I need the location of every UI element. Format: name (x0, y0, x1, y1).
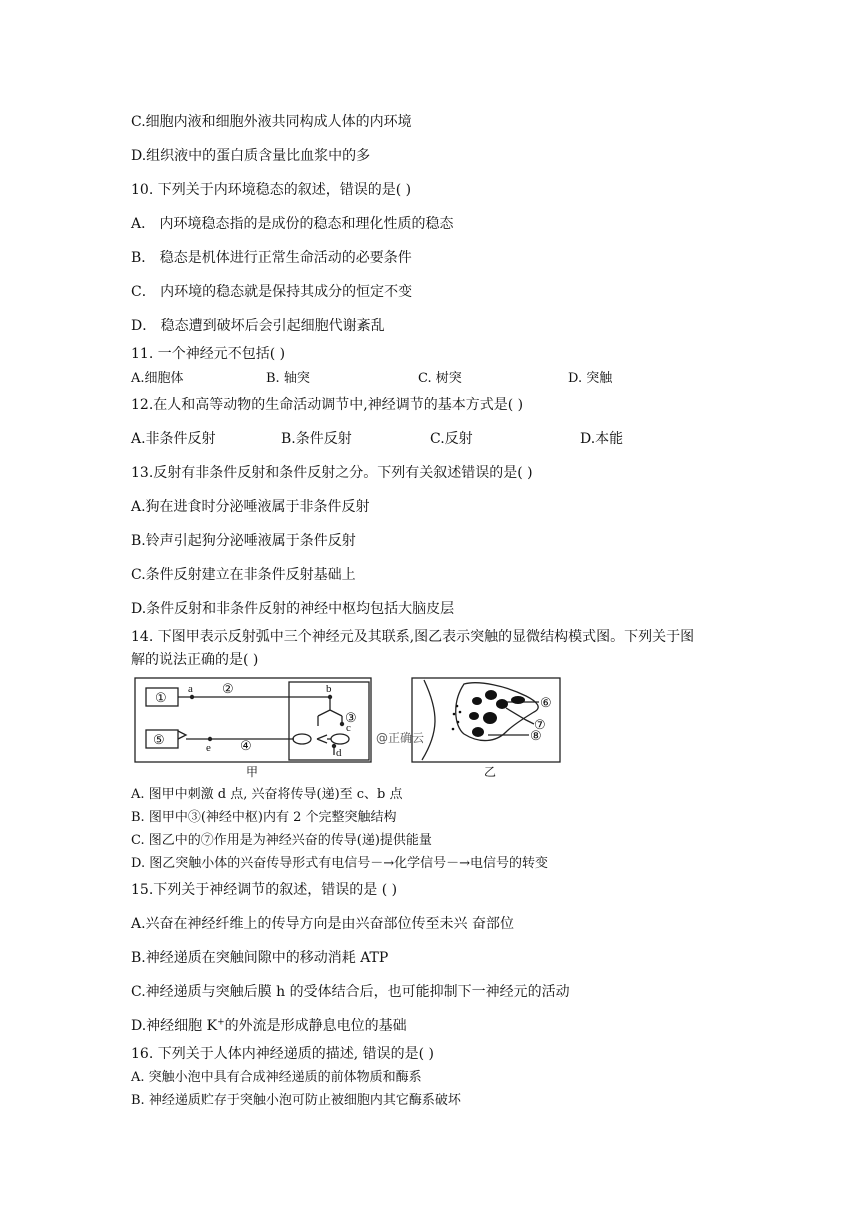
synaptic-knob (456, 683, 538, 741)
option-b-q14: B. 图甲中③(神经中枢)内有 2 个完整突触结构 (131, 810, 397, 825)
efferent-arrowhead (178, 731, 186, 739)
label-3: ③ (345, 710, 357, 725)
efferent-soma (293, 734, 311, 744)
label-d: d (336, 747, 342, 759)
question-11: 11. 一个神经元不包括( ) (131, 346, 286, 362)
option-d-q13: D.条件反射和非条件反射的神经中枢均包括大脑皮层 (131, 601, 455, 617)
option-a-q16: A. 突触小泡中具有合成神经递质的前体物质和酶系 (131, 1070, 422, 1085)
point-b (328, 695, 332, 699)
q12-option-a: A.非条件反射 (131, 431, 216, 447)
q12-option-d: D.本能 (580, 431, 624, 447)
vesicle (485, 690, 497, 700)
option-d-q10: D． 稳态遭到破坏后会引起细胞代谢紊乱 (131, 318, 385, 334)
option-b-q16: B. 神经递质贮存于突触小泡可防止被细胞内其它酶系破坏 (131, 1093, 461, 1108)
question-12: 12.在人和高等动物的生命活动调节中,神经调节的基本方式是( ) (131, 397, 524, 413)
option-d-q15-suffix: 的外流是形成静息电位的基础 (224, 1018, 407, 1034)
option-c-q9: C.细胞内液和细胞外液共同构成人体的内环境 (131, 114, 412, 130)
option-a-q15: A.兴奋在神经纤维上的传导方向是由兴奋部位传至未兴 奋部位 (131, 916, 515, 932)
label-e: e (206, 742, 211, 754)
potassium-charge: + (217, 1017, 225, 1028)
label-8: ⑧ (530, 728, 542, 743)
neurotransmitter-dot (452, 728, 455, 731)
option-b-q10: B． 稳态是机体进行正常生命活动的必要条件 (131, 250, 412, 266)
point-a (190, 695, 194, 699)
interneuron-soma (331, 734, 349, 744)
interneuron-synapse (317, 735, 327, 743)
option-c-q14: C. 图乙中的⑦作用是为神经兴奋的传导(递)提供能量 (131, 833, 432, 848)
label-c: c (346, 722, 351, 734)
option-a-q10: A． 内环境稳态指的是成份的稳态和理化性质的稳态 (131, 216, 454, 232)
option-c-q10: C． 内环境的稳态就是保持其成分的恒定不变 (131, 284, 413, 300)
vesicle (496, 699, 508, 709)
watermark: @正确云 (376, 731, 425, 745)
afferent-neuron (178, 697, 342, 726)
point-c (340, 722, 344, 726)
option-b-q13: B.铃声引起狗分泌唾液属于条件反射 (131, 533, 356, 549)
vesicle (483, 712, 497, 724)
mitochondrion (511, 696, 525, 704)
label-1: ① (155, 690, 167, 705)
option-a-q14: A. 图甲中刺激 d 点, 兴奋将传导(递)至 c、b 点 (131, 787, 403, 802)
option-c-q15: C.神经递质与突触后膜 h 的受体结合后，也可能抑制下一神经元的活动 (131, 984, 570, 1000)
option-d-q14: D. 图乙突触小体的兴奋传导形式有电信号－→化学信号－→电信号的转变 (131, 856, 549, 871)
label-a: a (188, 683, 193, 695)
caption-yi: 乙 (484, 765, 497, 779)
label-2: ② (222, 681, 234, 696)
q12-option-b: B.条件反射 (281, 431, 352, 447)
option-d-q9: D.组织液中的蛋白质含量比血浆中的多 (131, 148, 371, 164)
q11-option-a: A.细胞体 (131, 371, 184, 386)
postsynaptic-membrane (422, 680, 435, 760)
question-14: 14. 下图甲表示反射弧中三个神经元及其联系,图乙表示突触的显微结构模式图。下列关于图 (131, 629, 695, 645)
label-7: ⑦ (534, 717, 546, 732)
question-15: 15.下列关于神经调节的叙述，错误的是 ( ) (131, 882, 398, 898)
question-16: 16. 下列关于人体内神经递质的描述, 错误的是( ) (131, 1046, 434, 1062)
label-5: ⑤ (153, 732, 165, 747)
vesicle (472, 697, 482, 705)
caption-jia: 甲 (246, 765, 259, 779)
label-4: ④ (240, 738, 252, 753)
option-b-q15: B.神经递质在突触间隙中的移动消耗 ATP (131, 950, 389, 966)
option-a-q13: A.狗在进食时分泌唾液属于非条件反射 (131, 499, 370, 515)
q11-option-c: C. 树突 (418, 371, 462, 386)
neurotransmitter-dot (459, 711, 462, 714)
q12-option-c: C.反射 (430, 431, 473, 447)
vesicle (472, 727, 484, 737)
q11-option-b: B. 轴突 (266, 371, 310, 386)
option-d-q15-prefix: D.神经细胞 K (131, 1018, 218, 1034)
point-e (208, 737, 212, 741)
question-14-cont: 解的说法正确的是( ) (131, 652, 259, 668)
option-c-q13: C.条件反射建立在非条件反射基础上 (131, 567, 356, 583)
option-d-q15 (131, 1015, 407, 1035)
label-b: b (326, 683, 332, 695)
label-6: ⑥ (540, 695, 552, 710)
q11-option-d: D. 突触 (568, 371, 613, 386)
question-10: 10. 下列关于内环境稳态的叙述，错误的是( ) (131, 182, 412, 198)
question-13: 13.反射有非条件反射和条件反射之分。下列有关叙述错误的是( ) (131, 465, 533, 481)
neurotransmitter-dot (457, 721, 460, 724)
vesicle (469, 712, 479, 720)
neurotransmitter-dot (456, 705, 459, 708)
reflex-arc-synapse-figure (134, 672, 564, 782)
neurotransmitter-dot (453, 713, 456, 716)
